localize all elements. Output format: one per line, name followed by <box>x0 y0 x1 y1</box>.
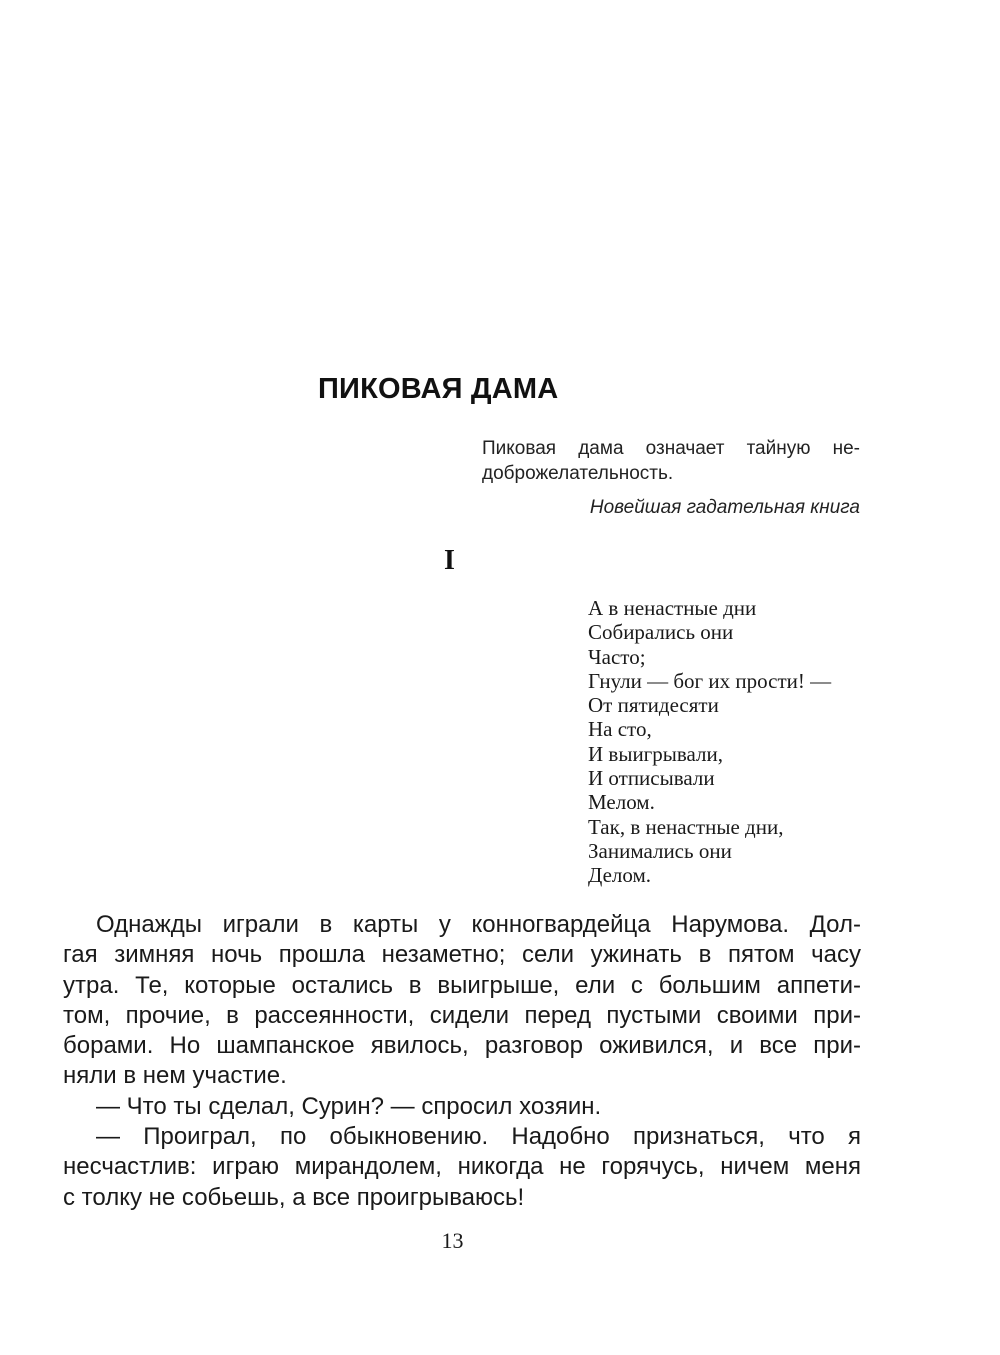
text-line: гая зимняя ночь прошла незаметно; сели ужинать в пятом часу <box>63 941 861 969</box>
text-line: том, прочие, в рассеянности, сидели перед пустыми своими при- <box>63 1001 861 1029</box>
text-line: несчастлив: играю мирандолем, никогда не горячусь, ничем меня <box>63 1153 861 1181</box>
verse-line: Так, в ненастные дни, <box>588 814 784 839</box>
story-title: ПИКОВАЯ ДАМА <box>318 373 559 405</box>
body-text <box>63 910 861 1213</box>
chapter-number: I <box>444 545 455 576</box>
epigraph-line: доброжелательность. <box>482 463 674 484</box>
verse-line: И выигрывали, <box>588 741 724 766</box>
text-line: — Проиграл, по обыкновению. Надобно признаться, что я <box>96 1123 861 1151</box>
text-line: Однажды играли в карты у конногвардейца Нарумова. Дол- <box>96 911 861 938</box>
verse-line: Гнули — бог их прости! — <box>588 668 832 693</box>
text-line: няли в нем участие. <box>63 1062 287 1090</box>
text-line: утра. Те, которые остались в выигрыше, ели с большим аппети- <box>63 971 861 999</box>
verse-line: Собирались они <box>588 620 734 645</box>
verse-epigraph <box>588 596 831 888</box>
page-number: 13 <box>441 1228 464 1253</box>
verse-line: А в ненастные дни <box>588 596 757 620</box>
verse-line: Делом. <box>588 863 652 888</box>
text-line: с толку не собьешь, а все проигрываюсь! <box>63 1183 525 1211</box>
verse-line: Мелом. <box>588 790 655 815</box>
verse-line: От пятидесяти <box>588 693 719 718</box>
verse-line: Часто; <box>588 644 646 669</box>
epigraph-source: Новейшая гадательная книга <box>589 497 860 518</box>
verse-line: И отписывали <box>588 766 715 791</box>
verse-line: На сто, <box>588 717 652 742</box>
epigraph-line: Пиковая дама означает тайную не- <box>482 438 860 459</box>
epigraph <box>482 436 860 486</box>
verse-line: Занимались они <box>588 838 732 863</box>
text-line: борами. Но шампанское явилось, разговор оживился, и все при- <box>63 1032 861 1060</box>
text-line: — Что ты сделал, Сурин? — спросил хозяин. <box>96 1092 602 1120</box>
